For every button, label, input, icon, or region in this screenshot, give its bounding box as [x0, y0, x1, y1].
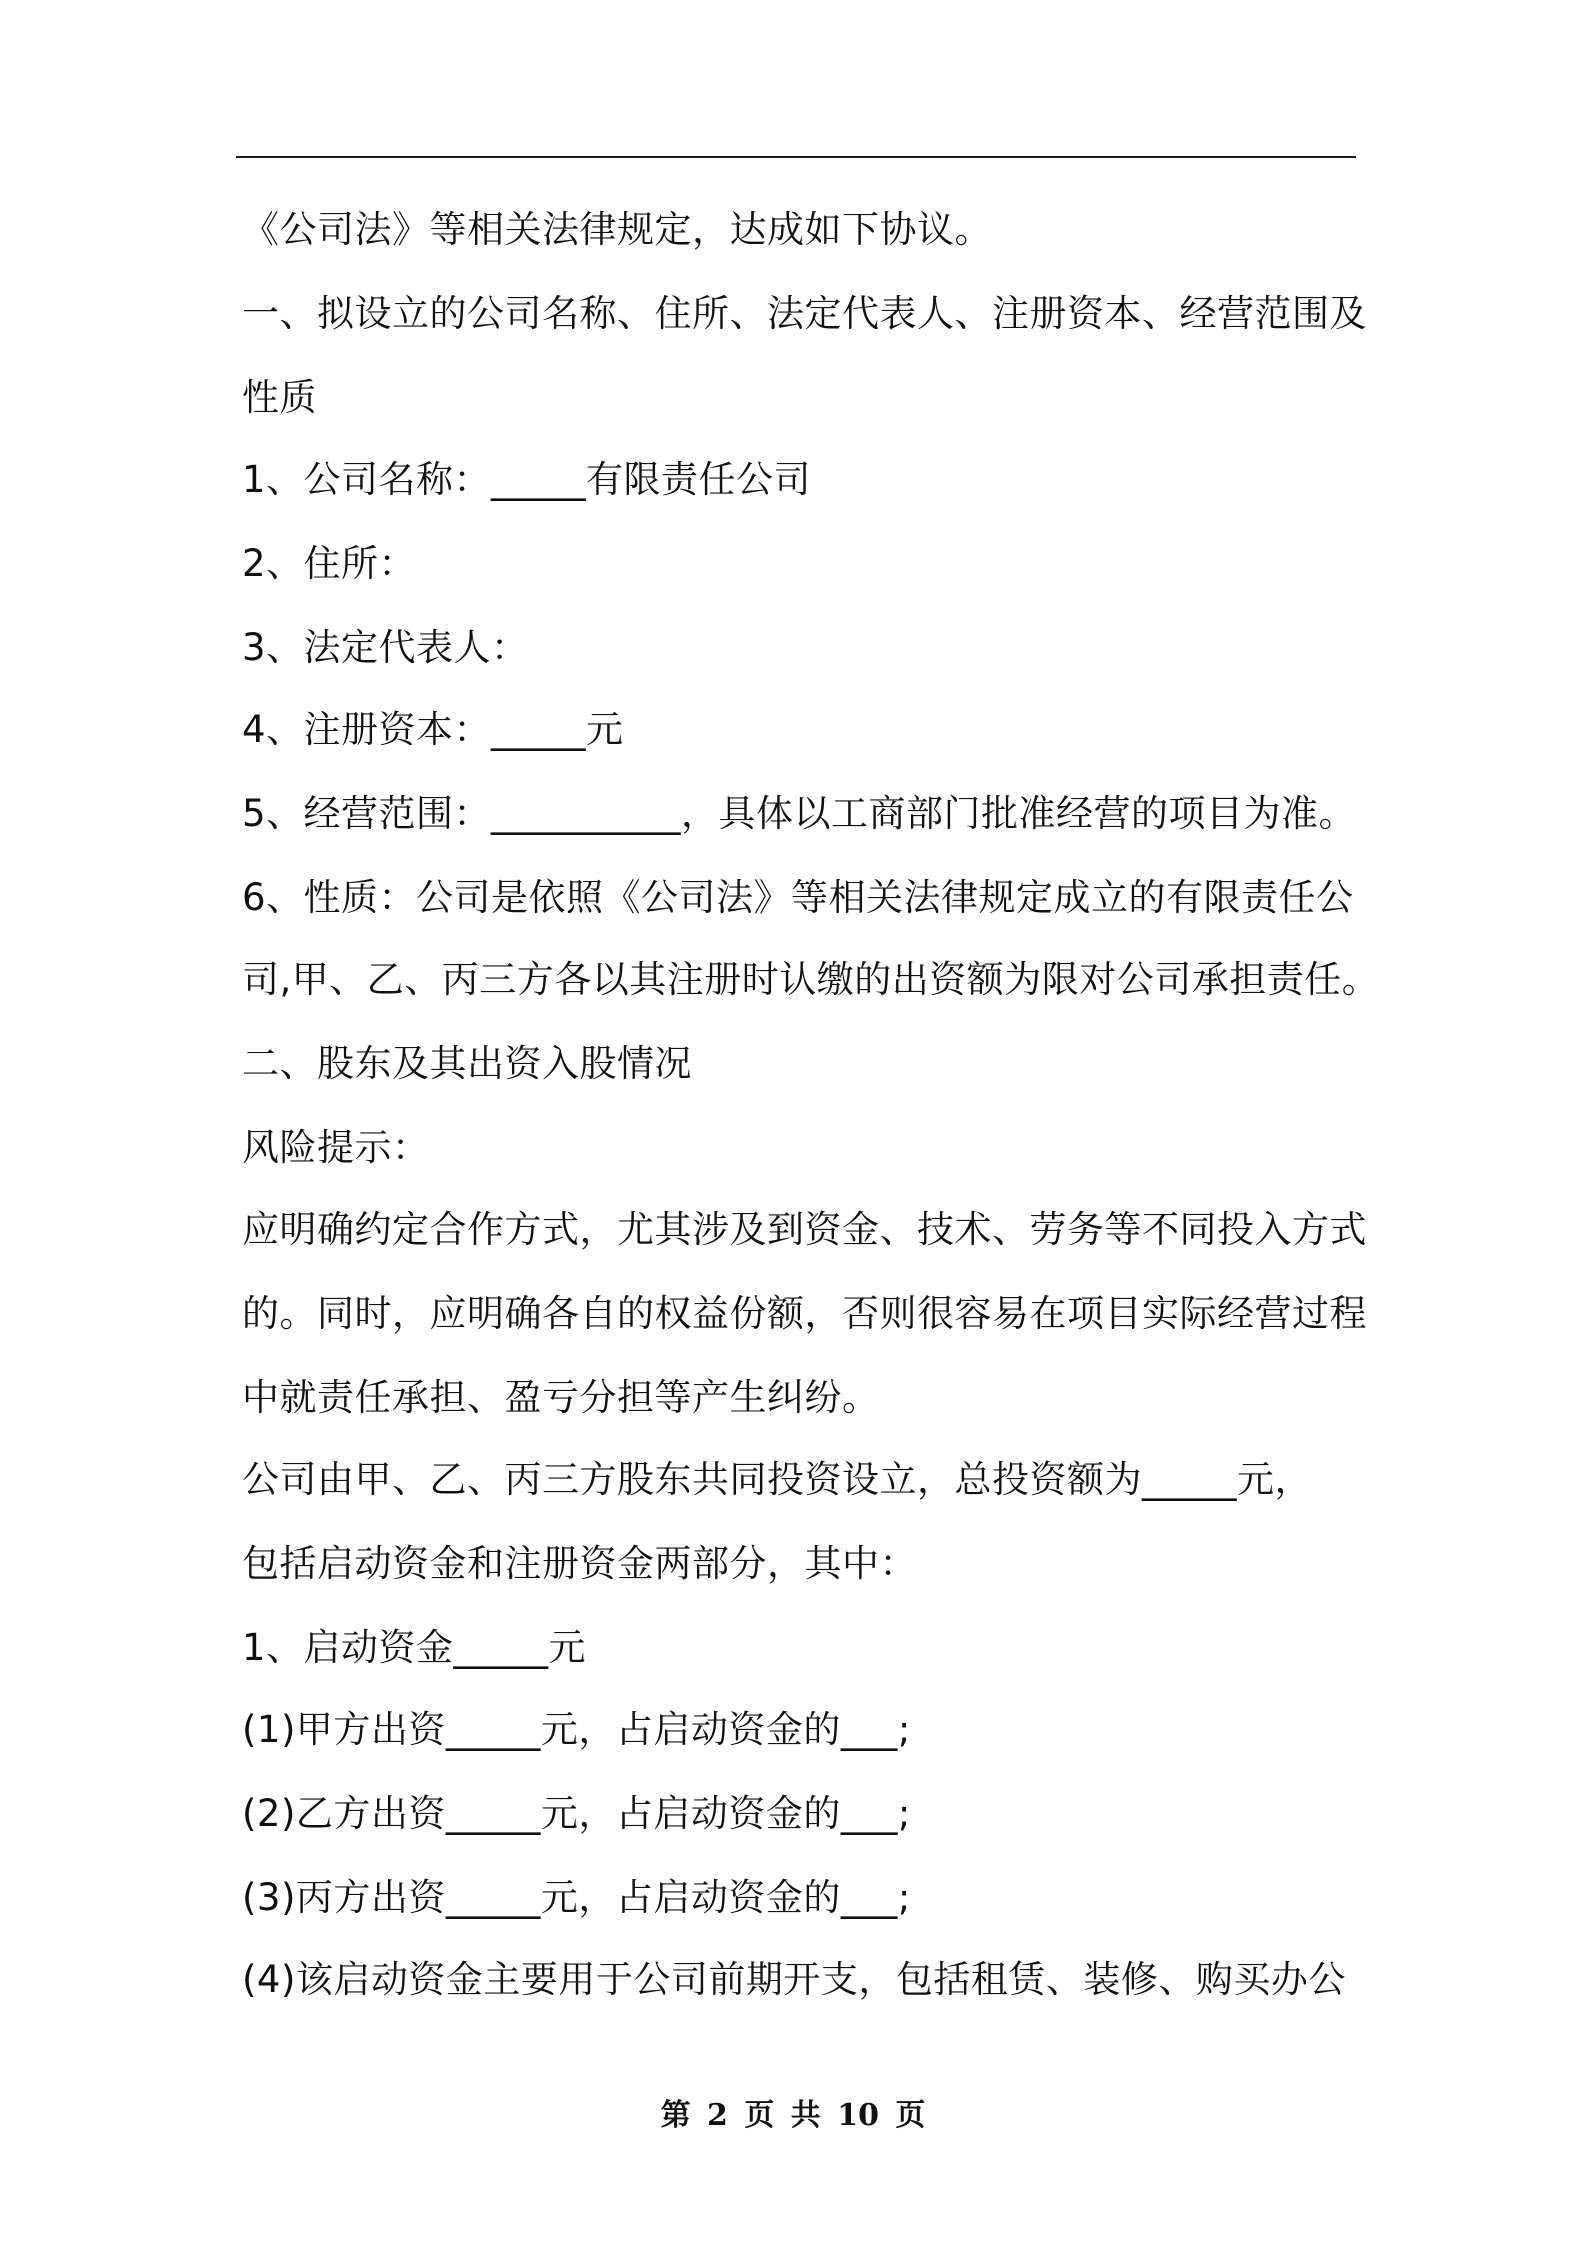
text-line: 5、经营范围：__________，具体以工商部门批准经营的项目为准。 — [242, 792, 1357, 835]
text-line: 1、公司名称：_____有限责任公司 — [242, 458, 812, 501]
risk-title: 风险提示： — [242, 1126, 430, 1169]
text-line: 《公司法》等相关法律规定，达成如下协议。 — [242, 208, 992, 251]
text-line: 司,甲、乙、丙三方各以其注册时认缴的出资额为限对公司承担责任。 — [242, 958, 1380, 1001]
text-line: 包括启动资金和注册资金两部分，其中： — [242, 1542, 917, 1585]
page-number-footer: 第 2 页 共 10 页 — [660, 2098, 926, 2133]
header-rule — [236, 156, 1356, 158]
text-line: 1、启动资金_____元 — [242, 1626, 587, 1669]
text-line: (3)丙方出资_____元，占启动资金的___; — [242, 1876, 911, 1919]
text-line: (1)甲方出资_____元，占启动资金的___; — [242, 1708, 911, 1751]
text-line: (2)乙方出资_____元，占启动资金的___; — [242, 1792, 911, 1835]
text-line: 应明确约定合作方式，尤其涉及到资金、技术、劳务等不同投入方式 — [242, 1208, 1367, 1251]
text-line: 公司由甲、乙、丙三方股东共同投资设立，总投资额为_____元， — [242, 1458, 1312, 1501]
text-line: 3、法定代表人： — [242, 626, 529, 669]
text-line: 中就责任承担、盈亏分担等产生纠纷。 — [242, 1376, 880, 1419]
section-heading-2: 二、股东及其出资入股情况 — [242, 1042, 692, 1085]
text-line: 的。同时，应明确各自的权益份额，否则很容易在项目实际经营过程 — [242, 1292, 1367, 1335]
text-line: (4)该启动资金主要用于公司前期开支，包括租赁、装修、购买办公 — [242, 1958, 1346, 2001]
text-line: 4、注册资本：_____元 — [242, 708, 624, 751]
text-line: 性质 — [242, 376, 317, 419]
text-line: 6、性质：公司是依照《公司法》等相关法律规定成立的有限责任公 — [242, 876, 1354, 919]
text-line: 2、住所： — [242, 542, 417, 585]
section-heading-1: 一、拟设立的公司名称、住所、法定代表人、注册资本、经营范围及 — [242, 292, 1367, 335]
